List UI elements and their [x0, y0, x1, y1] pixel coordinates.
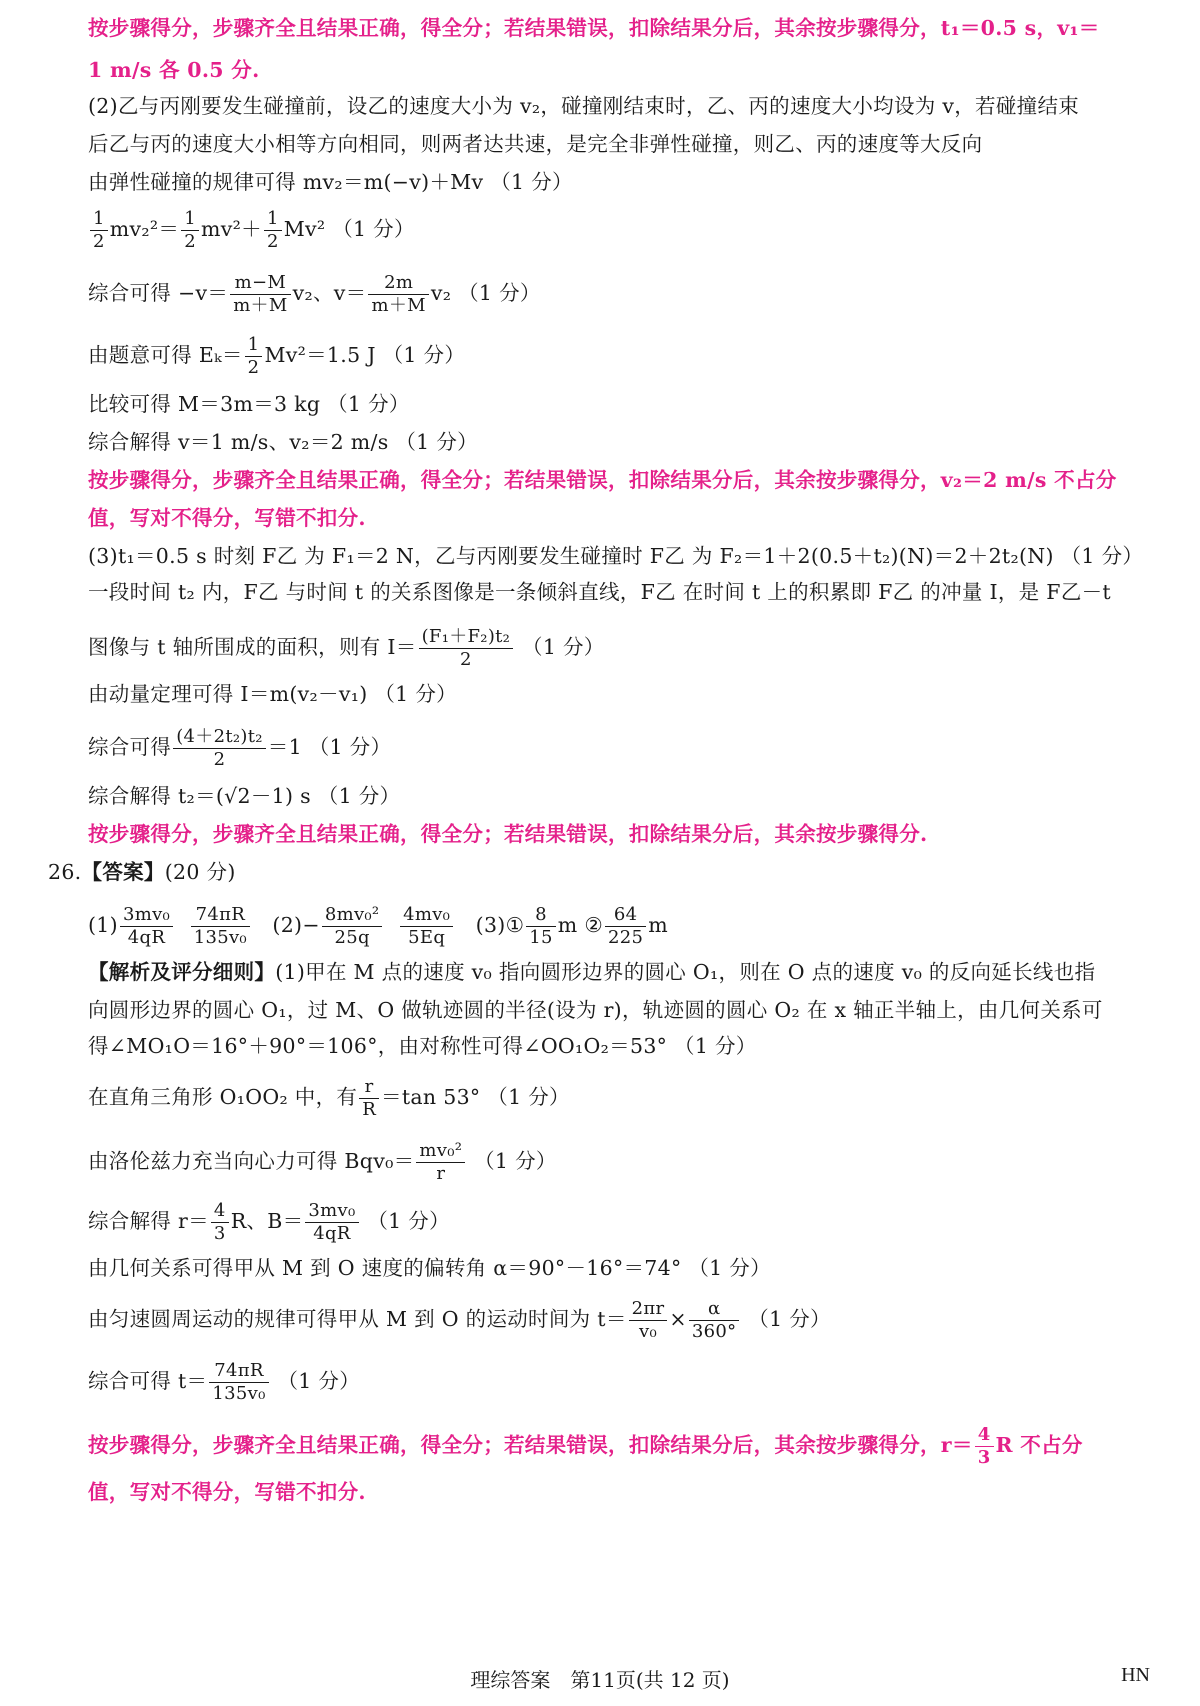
- radius-field-result: 综合解得 r＝ $\frac{4}{3}$ R、B＝ $\frac{\text{3mv₀}}{4qR}$ （1 分）: [88, 1200, 450, 1244]
- part2-intro-cont: 后乙与丙的速度大小相等方向相同，则两者达共速，是完全非弹性碰撞，则乙、丙的速度等大反向: [88, 132, 983, 156]
- fraction: $\frac{\text{4mv₀}}{5Eq}$: [400, 904, 453, 949]
- fraction: $\frac{\text{(4＋2t₂)t₂}}{2}$: [173, 726, 266, 771]
- motion-time-equation: 由匀速圆周运动的规律可得甲从 M 到 O 的运动时间为 t＝ $\frac{2\pi r}{\text{v₀}}$ × $\frac{\alpha}{360^\circ}$ （1 分）: [88, 1298, 831, 1342]
- scoring-note-2-cont: 值，写对不得分，写错不扣分.: [88, 506, 366, 530]
- energy-equation: $\frac{1}{2}$ mv₂²＝ $\frac{1}{2}$ mv²＋ $\frac{1}{2}$ Mv² （1 分）: [0, 208, 1200, 253]
- time-result-q26: 综合可得 t＝ $\frac{74\pi R}{\text{135v₀}}$ （1 分）: [88, 1360, 360, 1404]
- fraction: $\frac{1}{2}$: [245, 334, 263, 379]
- question-26-header: 26.【答案】(20 分): [48, 860, 236, 884]
- fraction: $\frac{\alpha}{360^\circ}$: [689, 1298, 740, 1343]
- impulse-area-equation: 图像与 t 轴所围成的面积，则有 I＝ $\frac{\text{(F₁＋F₂)t₂}}{2}$ （1 分）: [88, 626, 605, 670]
- fraction: $\frac{74\pi R}{\text{135v₀}}$: [191, 904, 250, 949]
- fraction: $\frac{74\pi R}{\text{135v₀}}$: [209, 1360, 268, 1405]
- fraction: $\frac{4}{3}$: [211, 1200, 229, 1245]
- region-code: HN: [1121, 1664, 1150, 1686]
- fraction: $\frac{1}{2}$: [90, 208, 108, 253]
- scoring-note-1: 按步骤得分，步骤齐全且结果正确，得全分；若结果错误，扣除结果分后，其余按步骤得分，t₁＝0.5 s，v₁＝: [88, 16, 1100, 40]
- page-footer: 理综答案 第11页(共 12 页): [470, 1668, 730, 1692]
- scoring-note-3: 按步骤得分，步骤齐全且结果正确，得全分；若结果错误，扣除结果分后，其余按步骤得分.: [88, 822, 928, 846]
- combined-time-equation: 综合可得 $\frac{\text{(4＋2t₂)t₂}}{2}$ ＝1 （1 分）: [88, 726, 392, 770]
- analysis-line-3: 得∠MO₁O＝16°＋90°＝106°，由对称性可得∠OO₁O₂＝53° （1 分）: [88, 1034, 757, 1058]
- scoring-note-4-cont: 值，写对不得分，写错不扣分.: [88, 1480, 366, 1504]
- part3-intro: (3)t₁＝0.5 s 时刻 F乙 为 F₁＝2 N，乙与丙刚要发生碰撞时 F乙 为 F₂＝1＋2(0.5＋t₂)(N)＝2＋2t₂(N) （1 分）: [88, 544, 1144, 568]
- momentum-theorem: 由动量定理可得 I＝m(v₂－v₁) （1 分）: [88, 682, 457, 706]
- lorentz-force-equation: 由洛伦兹力充当向心力可得 Bqv₀＝ $\frac{\text{mv₀²}}{r}$ （1 分）: [88, 1140, 557, 1184]
- part3-impulse-description: 一段时间 t₂ 内，F乙 与时间 t 的关系图像是一条倾斜直线，F乙 在时间 t 上的积累即 F乙 的冲量 I，是 F乙－t: [88, 580, 1111, 604]
- right-triangle-equation: 在直角三角形 O₁OO₂ 中，有 $\frac{r}{R}$ ＝tan 53° （1 分）: [88, 1076, 570, 1120]
- time-result: 综合解得 t₂＝(√2－1) s （1 分）: [88, 784, 401, 808]
- scoring-note-1-cont: 1 m/s 各 0.5 分.: [88, 58, 260, 82]
- deflection-angle: 由几何关系可得甲从 M 到 O 速度的偏转角 α＝90°－16°＝74° （1 分）: [88, 1256, 771, 1280]
- fraction: $\frac{\text{8mv₀²}}{25q}$: [322, 904, 383, 949]
- part2-intro: (2)乙与丙刚要发生碰撞前，设乙的速度大小为 v₂，碰撞刚结束时，乙、丙的速度大小均设为 v，若碰撞结束: [88, 94, 1080, 118]
- kinetic-energy-equation: 由题意可得 Eₖ＝ $\frac{1}{2}$ Mv²＝1.5 J （1 分）: [88, 334, 466, 378]
- mass-comparison: 比较可得 M＝3m＝3 kg （1 分）: [88, 392, 410, 416]
- fraction: $\frac{4}{3}$: [975, 1424, 994, 1469]
- fraction: $\frac{2\pi r}{\text{v₀}}$: [629, 1298, 668, 1343]
- fraction: $\frac{8}{15}$: [526, 904, 556, 949]
- analysis-line-2: 向圆形边界的圆心 O₁，过 M、O 做轨迹圆的半径(设为 r)，轨迹圆的圆心 O₂ 在 x 轴正半轴上，由几何关系可: [88, 998, 1103, 1022]
- velocity-result: 综合解得 v＝1 m/s、v₂＝2 m/s （1 分）: [88, 430, 478, 454]
- analysis-header: 【解析及评分细则】(1)甲在 M 点的速度 v₀ 指向圆形边界的圆心 O₁，则在 O 点的速度 v₀ 的反向延长线也指: [88, 960, 1096, 984]
- fraction: $\frac{r}{R}$: [359, 1076, 379, 1121]
- fraction: $\frac{\text{mv₀²}}{r}$: [416, 1140, 465, 1185]
- fraction: $\frac{\text{(F₁＋F₂)t₂}}{2}$: [419, 626, 514, 671]
- fraction: $\frac{1}{2}$: [264, 208, 282, 253]
- fraction: $\frac{\text{3mv₀}}{4qR}$: [120, 904, 173, 949]
- fraction: $\frac{1}{2}$: [181, 208, 199, 253]
- fraction: $\frac{64}{225}$: [605, 904, 646, 949]
- fraction: $\frac{\text{3mv₀}}{4qR}$: [305, 1200, 358, 1245]
- combined-velocity-equation: 综合可得 −v＝ $\frac{m-M}{m+M}$ v₂、v＝ $\frac{2m}{m+M}$ v₂ （1 分）: [88, 272, 541, 316]
- fraction: $\frac{2m}{m+M}$: [368, 272, 428, 317]
- answer-summary: (1) $\frac{\text{3mv₀}}{4qR}$ $\frac{74\pi R}{\text{135v₀}}$ (2)− $\frac{\text{8mv₀²}}{25q}$ $\frac{\text{4mv₀}}{5Eq}$ (3)① $\frac{8}{15}$ m ② $\frac{64}{225}$ m: [88, 904, 669, 948]
- scoring-note-2: 按步骤得分，步骤齐全且结果正确，得全分；若结果错误，扣除结果分后，其余按步骤得分，v₂＝2 m/s 不占分: [88, 468, 1117, 492]
- fraction: $\frac{m-M}{m+M}$: [230, 272, 290, 317]
- momentum-equation: 由弹性碰撞的规律可得 mv₂＝m(−v)＋Mv （1 分）: [88, 170, 573, 194]
- scoring-note-4: 按步骤得分，步骤齐全且结果正确，得全分；若结果错误，扣除结果分后，其余按步骤得分，r＝ $\frac{4}{3}$ R 不占分: [88, 1424, 1083, 1468]
